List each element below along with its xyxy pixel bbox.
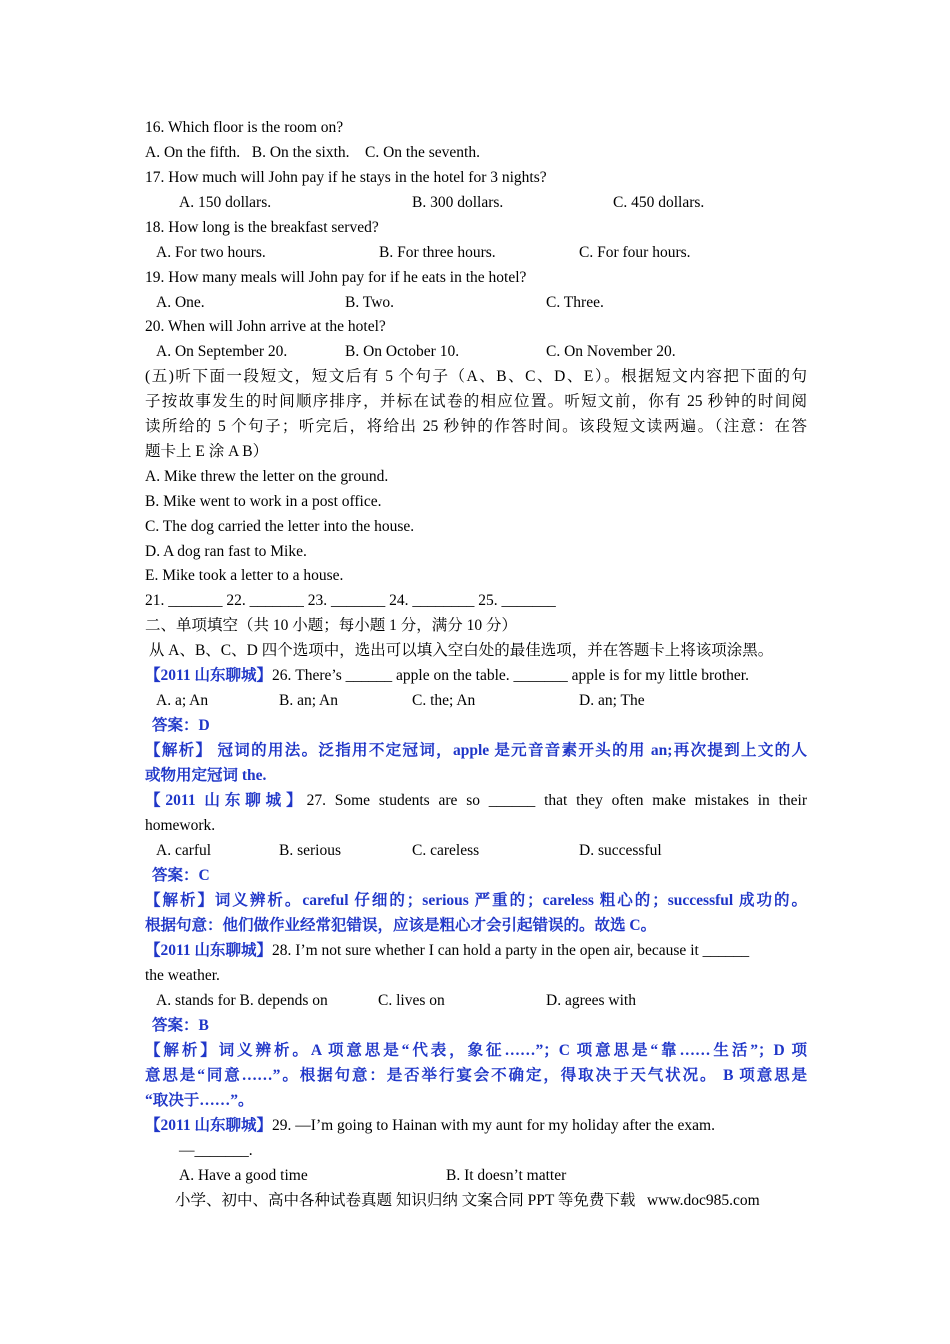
q26-stem: 26. There’s ______ apple on the table. _______ apple is for my little brother. xyxy=(272,667,749,684)
q28-stem: 28. I’m not sure whether I can hold a party in the open air, because it ______ xyxy=(272,942,750,959)
q26-option-b: B. an; An xyxy=(279,692,338,709)
q27-stem-continued: homework. xyxy=(145,817,216,834)
q26-explanation-line2: 或物用定冠词 the. xyxy=(145,767,267,784)
q27-explanation-line1: 【解析】词义辨析。careful 仔细的；serious 严重的；careless 粗心的；successful 成功的。 xyxy=(145,892,807,909)
q20-option-b: B. On October 10. xyxy=(345,343,460,360)
sentence-c: C. The dog carried the letter into the house. xyxy=(145,518,415,535)
q17-option-c: C. 450 dollars. xyxy=(613,194,705,211)
q28-option-c: C. lives on xyxy=(378,992,445,1009)
q28-explanation-line2: 意思是“同意……”。根据句意：是否举行宴会不确定，得取决于天气状况。 B 项意思是 xyxy=(145,1067,807,1084)
q27-option-a: A. carful xyxy=(156,842,212,859)
q18-option-a: A. For two hours. xyxy=(156,244,266,261)
q28-explanation-line3: “取决于……”。 xyxy=(145,1092,254,1109)
page-footer: 小学、初中、高中各种试卷真题 知识归纳 文案合同 PPT 等免费下载 www.doc985.com xyxy=(175,1192,760,1209)
q29-option-a: A. Have a good time xyxy=(179,1167,308,1184)
q18-stem: 18. How long is the breakfast served? xyxy=(145,219,379,236)
q29-stem: 29. —I’m going to Hainan with my aunt for my holiday after the exam. xyxy=(272,1117,715,1134)
section5-instructions-line4: 题卡上 E 涂 A B） xyxy=(145,443,269,460)
q18-option-b: B. For three hours. xyxy=(379,244,496,261)
section5-instructions-line1: (五)听下面一段短文，短文后有 5 个句子（A、B、C、D、E）。根据短文内容把下面的句 xyxy=(145,368,807,385)
q27-line xyxy=(145,791,807,811)
q28-option-d: D. agrees with xyxy=(546,992,636,1009)
q29-line xyxy=(145,1116,715,1136)
part2-instructions: 从 A、B、C、D 四个选项中，选出可以填入空白处的最佳选项，并在答题卡上将该项涂黑。 xyxy=(145,642,774,659)
q27-option-d: D. successful xyxy=(579,842,662,859)
q16-options: A. On the fifth. B. On the sixth. C. On the seventh. xyxy=(145,144,480,161)
q20-option-a: A. On September 20. xyxy=(156,343,288,360)
q28-source: 【2011 山东聊城】 xyxy=(145,942,273,959)
q17-option-b: B. 300 dollars. xyxy=(412,194,504,211)
sentence-e: E. Mike took a letter to a house. xyxy=(145,567,344,584)
q27-explanation-line2: 根据句意：他们做作业经常犯错误，应该是粗心才会引起错误的。故选 C。 xyxy=(145,917,657,934)
q28-answer: 答案：B xyxy=(152,1017,209,1034)
sentence-a: A. Mike threw the letter on the ground. xyxy=(145,468,389,485)
q28-stem-continued: the weather. xyxy=(145,967,220,984)
q26-option-d: D. an; The xyxy=(579,692,645,709)
q29-reply: —_______. xyxy=(179,1142,253,1159)
q20-option-c: C. On November 20. xyxy=(546,343,676,360)
q26-option-a: A. a; An xyxy=(156,692,209,709)
q27-stem: 27. Some students are so ______ that they often make mistakes in their xyxy=(306,792,807,809)
q27-option-b: B. serious xyxy=(279,842,341,859)
q19-stem: 19. How many meals will John pay for if he eats in the hotel? xyxy=(145,269,527,286)
q29-source: 【2011 山东聊城】 xyxy=(145,1117,273,1134)
q26-explanation-line1: 【解析】 冠词的用法。泛指用不定冠词，apple 是元音音素开头的用 an;再次提到上文的人 xyxy=(145,742,807,759)
q16-stem: 16. Which floor is the room on? xyxy=(145,119,344,136)
q18-option-c: C. For four hours. xyxy=(579,244,691,261)
q26-answer: 答案：D xyxy=(152,717,210,734)
q28-explanation-line1: 【解析】词义辨析。A 项意思是“代表，象征……”；C 项意思是“靠……生活”；D 项 xyxy=(145,1042,807,1059)
q28-option-a-b: A. stands for B. depends on xyxy=(156,992,328,1009)
sentence-d: D. A dog ran fast to Mike. xyxy=(145,543,307,560)
q28-line xyxy=(145,941,749,961)
q27-answer: 答案：C xyxy=(152,867,210,884)
answer-blanks-21-25: 21. _______ 22. _______ 23. _______ 24. ________ 25. _______ xyxy=(145,592,556,609)
q26-option-c: C. the; An xyxy=(412,692,476,709)
part2-heading: 二、单项填空（共 10 小题；每小题 1 分，满分 10 分） xyxy=(145,617,518,634)
sentence-b: B. Mike went to work in a post office. xyxy=(145,493,382,510)
q19-option-a: A. One. xyxy=(156,294,205,311)
q26-source: 【2011 山东聊城】 xyxy=(145,667,273,684)
q27-source: 【2011 山东聊城】 xyxy=(145,792,307,809)
q29-option-b: B. It doesn’t matter xyxy=(446,1167,567,1184)
section5-instructions-line2: 子按故事发生的时间顺序排序，并标在试卷的相应位置。听短文前，你有 25 秒钟的时间阅 xyxy=(145,393,807,410)
q26-line xyxy=(145,666,749,686)
section5-instructions-line3: 读所给的 5 个句子；听完后，将给出 25 秒钟的作答时间。该段短文读两遍。（注意：在答 xyxy=(145,418,807,435)
q27-option-c: C. careless xyxy=(412,842,480,859)
q19-option-c: C. Three. xyxy=(546,294,604,311)
q17-stem: 17. How much will John pay if he stays in the hotel for 3 nights? xyxy=(145,169,547,186)
q17-option-a: A. 150 dollars. xyxy=(179,194,272,211)
q19-option-b: B. Two. xyxy=(345,294,395,311)
q20-stem: 20. When will John arrive at the hotel? xyxy=(145,318,386,335)
